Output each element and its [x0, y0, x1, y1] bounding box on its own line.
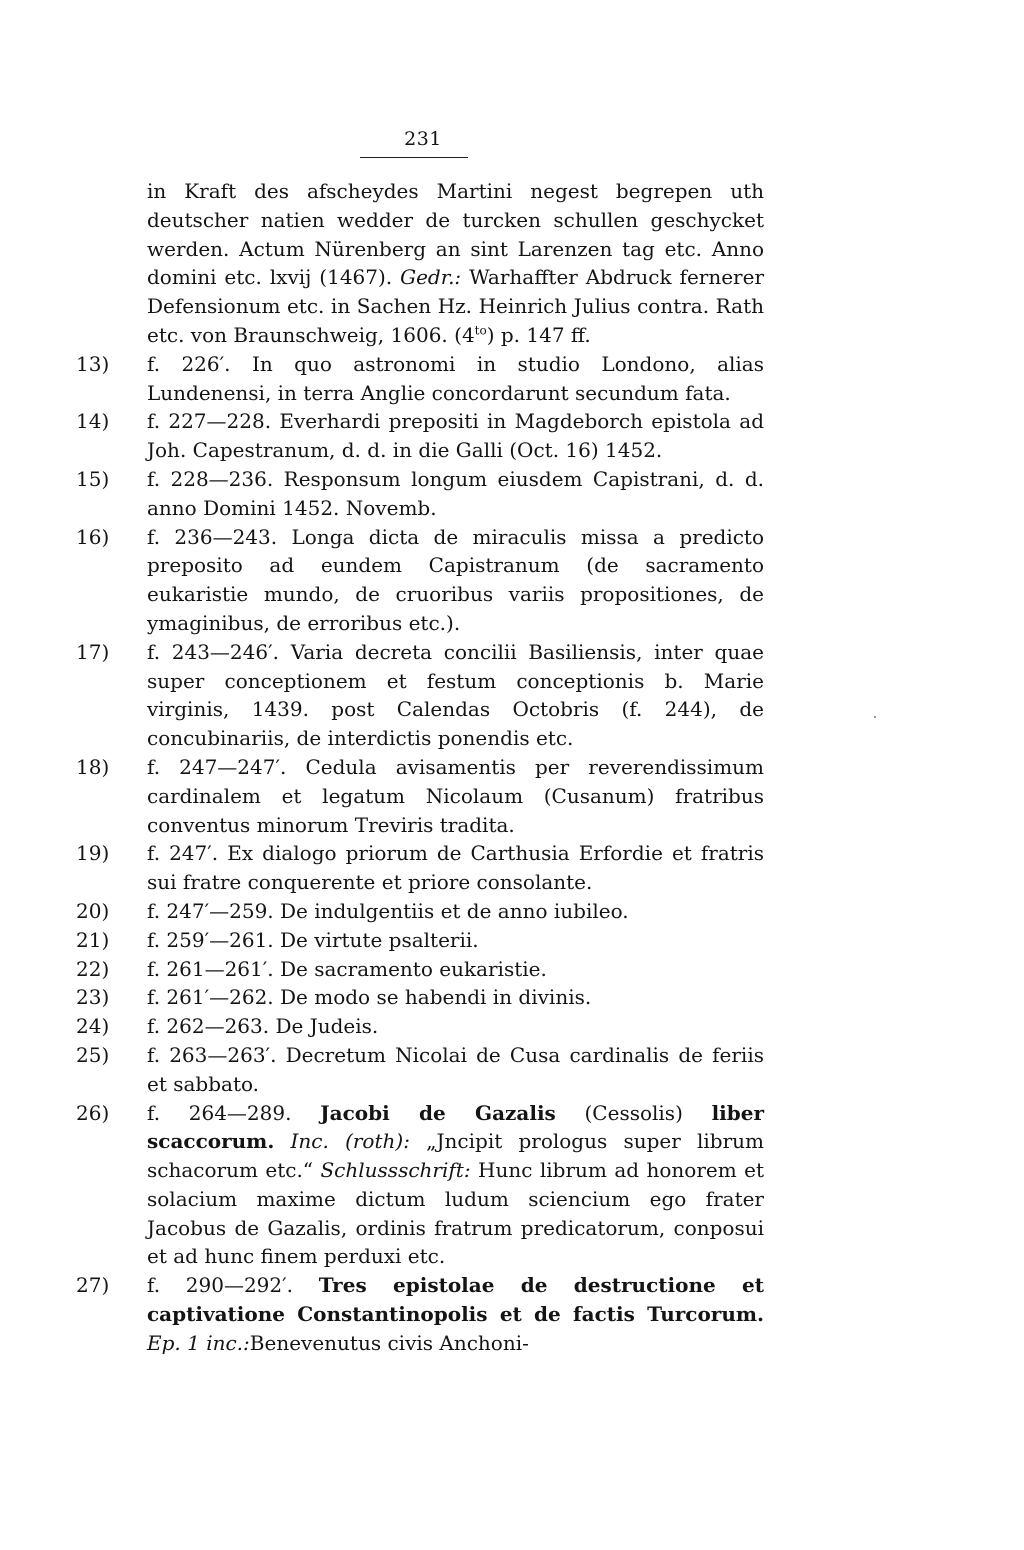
entry-text: De sacramento eukaristie.	[280, 956, 547, 981]
folio-reference: f. 263—263′.	[147, 1042, 277, 1067]
folio-reference: f. 262—263.	[147, 1014, 270, 1039]
scan-speck	[874, 716, 876, 718]
entry-item	[76, 350, 764, 408]
entry-number: 26)	[76, 1100, 110, 1125]
folio-reference: f. 290—292′.	[147, 1273, 294, 1298]
entry-title-bold-2: liber scaccorum.	[147, 1100, 765, 1154]
entry-number: 17)	[76, 639, 110, 664]
gedr-superscript: to	[474, 323, 487, 338]
folio-reference: f. 236—243.	[147, 524, 278, 549]
entry-title-bold: Tres epistolae de destructione et captivatione Constantinopolis et de factis Turcorum.	[147, 1273, 765, 1327]
entry-item	[76, 983, 764, 1012]
epistle-text: Benevenutus civis Anchoni-	[249, 1330, 529, 1355]
schlussschrift-text: Hunc librum ad honorem et solacium maxime dictum ludum sciencium ego frater Jacobus de Gazalis, ordinis fratrum predicatorum, conposui et ad hunc finem perduxi etc.	[147, 1158, 765, 1269]
entry-number: 18)	[76, 754, 110, 779]
entry-text: In quo astronomi in studio Londono, alias Lundenensi, in terra Anglie concordarunt secundum fata.	[147, 351, 764, 405]
entry-26	[76, 1099, 764, 1272]
entry-item	[76, 753, 764, 839]
entry-text: De virtute psalterii.	[280, 927, 479, 952]
gedr-text: Warhaffter Abdruck fernerer Defensionum etc. in Sachen Hz. Heinrich Julius contra. Rath etc. von Braunschweig, 1606. (4	[147, 265, 765, 347]
gedr-label: Gedr.:	[400, 265, 462, 290]
schlussschrift-label: Schlussschrift:	[320, 1158, 471, 1183]
entry-item	[76, 407, 764, 465]
entry-text: Longa dicta de miraculis missa a predicto preposito ad eundem Capistranum (de sacramento eukaristie mundo, de cruoribus variis propositiones, de ymaginibus, de erroribus etc.).	[147, 524, 765, 635]
entry-title-mid: (Cessolis)	[584, 1100, 683, 1125]
entry-number: 16)	[76, 524, 110, 549]
entry-title-bold: Jacobi de Gazalis	[320, 1100, 556, 1125]
entry-27	[76, 1271, 764, 1357]
entry-text: Cedula avisamentis per reverendissimum cardinalem et legatum Nicolaum (Cusanum) fratribus conventus minorum Treviris tradita.	[147, 754, 765, 837]
folio-reference: f. 243—246′.	[147, 639, 279, 664]
catalog-text	[76, 177, 764, 1358]
entry-item	[76, 523, 764, 638]
folio-reference: f. 227—228.	[147, 409, 272, 434]
entry-item	[76, 638, 764, 753]
folio-reference: f. 264—289.	[147, 1100, 292, 1125]
entry-item	[76, 1041, 764, 1099]
incipit-text: „Jncipit prologus super librum schacorum etc.“	[147, 1129, 765, 1183]
gedr-end: ) p. 147 ff.	[486, 322, 591, 347]
entry-item	[76, 1012, 764, 1041]
folio-reference: f. 261′—262.	[147, 985, 274, 1010]
entry-text: Ex dialogo priorum de Carthusia Erfordie et fratris sui fratre conquerente et priore consolante.	[147, 841, 765, 895]
continued-entry	[147, 177, 764, 350]
entry-number: 22)	[76, 956, 110, 981]
folio-reference: f. 247′.	[147, 841, 219, 866]
entry-item	[76, 465, 764, 523]
folio-reference: f. 259′—261.	[147, 927, 274, 952]
entry-item	[76, 839, 764, 897]
entry-number: 21)	[76, 927, 110, 952]
entry-number: 14)	[76, 409, 110, 434]
folio-reference: f. 247′—259.	[147, 898, 274, 923]
incipit-label: Inc. (roth):	[290, 1129, 410, 1154]
entry-number: 19)	[76, 841, 110, 866]
entry-item	[76, 955, 764, 984]
entry-number: 24)	[76, 1014, 110, 1039]
folio-reference: f. 228—236.	[147, 466, 274, 491]
entry-text: Everhardi prepositi in Magdeborch epistola ad Joh. Capestranum, d. d. in die Galli (Oct. 16) 1452.	[147, 409, 765, 463]
entry-item	[76, 897, 764, 926]
entry-number: 27)	[76, 1273, 110, 1298]
continued-entry-text: in Kraft des afscheydes Martini negest begrepen uth deutscher natien wedder de turcken schullen geschycket werden. Actum Nürenberg an sint Larenzen tag etc. Anno domini etc. lxvij (1467).	[147, 179, 764, 290]
page-number-rule	[360, 157, 468, 158]
entry-text: De modo se habendi in divinis.	[280, 985, 592, 1010]
entry-text: Varia decreta concilii Basiliensis, inter quae super conceptionem et festum conceptionis b. Marie virginis, 1439. post Calendas Octobris (f. 244), de concubinariis, de interdictis ponendis etc.	[147, 639, 764, 751]
entry-number: 15)	[76, 466, 110, 491]
entry-list	[76, 350, 764, 1099]
folio-reference: f. 247—247′.	[147, 754, 287, 779]
page-number: 231	[404, 128, 442, 150]
entry-number: 13)	[76, 351, 110, 376]
entry-text: Decretum Nicolai de Cusa cardinalis de feriis et sabbato.	[147, 1042, 764, 1096]
folio-reference: f. 226′.	[147, 351, 231, 376]
epistle-label: Ep. 1 inc.:	[147, 1330, 250, 1355]
folio-reference: f. 261—261′.	[147, 956, 274, 981]
entry-item	[76, 926, 764, 955]
entry-number: 20)	[76, 898, 110, 923]
entry-text: De Judeis.	[275, 1014, 379, 1039]
entry-text: Responsum longum eiusdem Capistrani, d. d. anno Domini 1452. Novemb.	[147, 466, 764, 520]
entry-number: 25)	[76, 1042, 110, 1067]
entry-text: De indulgentiis et de anno iubileo.	[280, 898, 629, 923]
entry-number: 23)	[76, 985, 110, 1010]
